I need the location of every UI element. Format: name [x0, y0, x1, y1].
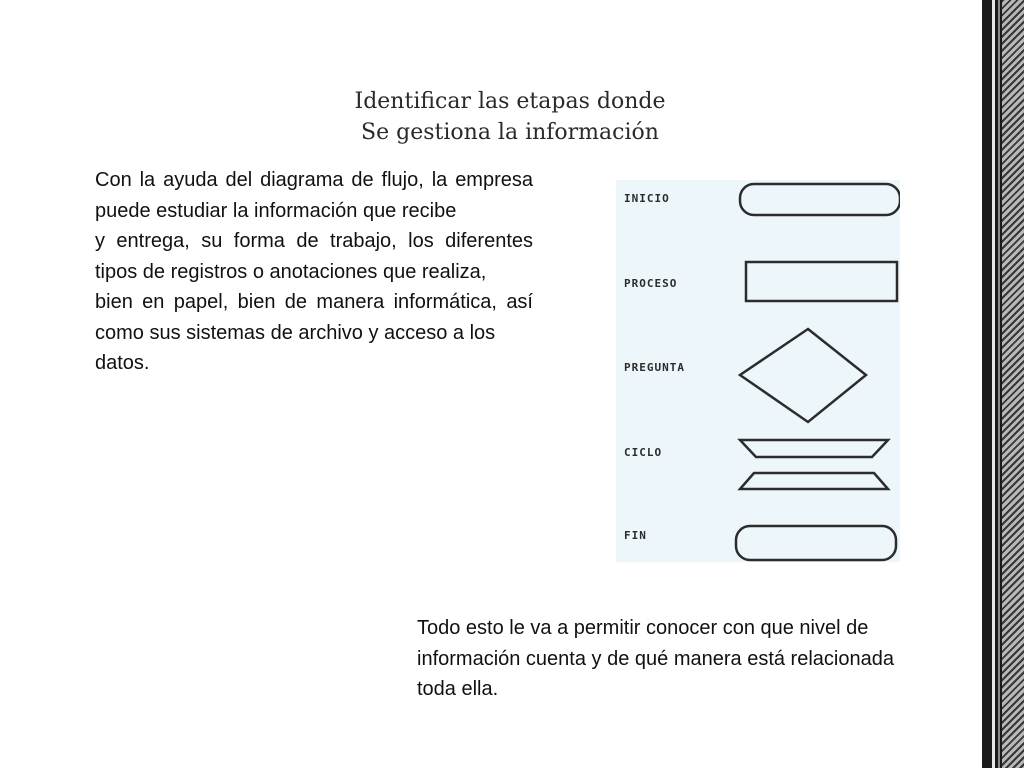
edge-stripe-light [992, 0, 995, 768]
body-paragraph-1: Con la ayuda del diagrama de flujo, la empresa puede estudiar la información que recibe [95, 169, 533, 222]
title-line-1: Identificar las etapas donde [354, 89, 666, 114]
edge-stripe-pattern [1002, 0, 1024, 768]
label-ciclo: CICLO [624, 446, 663, 459]
label-pregunta: PREGUNTA [624, 361, 685, 374]
proceso-rectangle-shape [746, 262, 897, 301]
body-paragraph-4: datos. [95, 352, 150, 374]
body-paragraph-2: y entrega, su forma de trabajo, los diferentes tipos de registros o anotaciones que realiza, [95, 230, 533, 283]
body-paragraph-3: bien en papel, bien de manera informática, así como sus sistemas de archivo y acceso a los [95, 291, 533, 344]
ciclo-top-trapezoid-shape [740, 440, 888, 457]
flowchart-symbols-diagram [616, 180, 900, 562]
slide-title [300, 86, 720, 148]
fin-terminal-shape [736, 526, 896, 560]
ciclo-bottom-trapezoid-shape [740, 473, 888, 489]
body-text [95, 165, 533, 379]
edge-stripe-grey [998, 0, 1000, 768]
label-proceso: PROCESO [624, 277, 678, 290]
title-line-2: Se gestiona la información [361, 120, 659, 145]
inicio-terminal-shape [740, 184, 900, 215]
label-inicio: INICIO [624, 192, 670, 205]
pregunta-diamond-shape [740, 329, 866, 422]
label-fin: FIN [624, 529, 647, 542]
conclusion-text [417, 613, 917, 705]
decorative-edge-strip [982, 0, 1024, 768]
conclusion-paragraph: Todo esto le va a permitir conocer con que nivel de información cuenta y de qué manera está relacionada toda ella. [417, 617, 894, 700]
